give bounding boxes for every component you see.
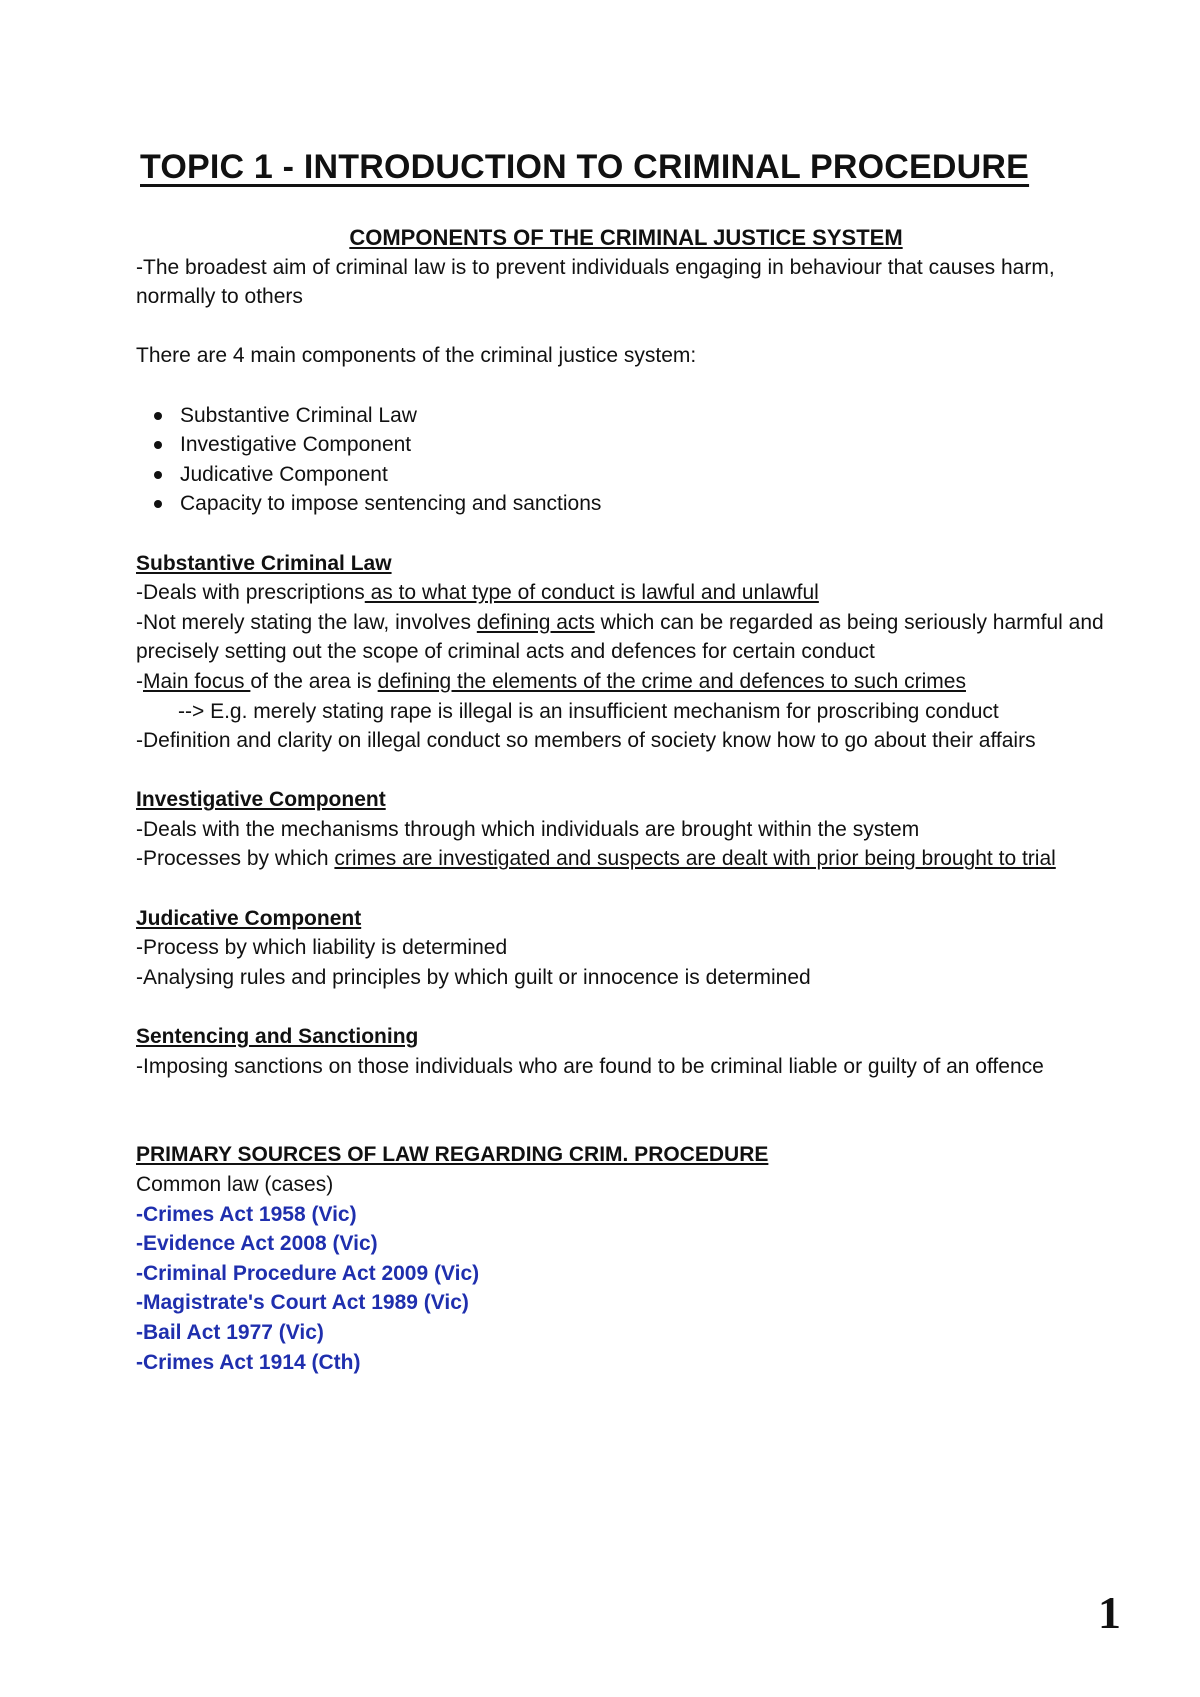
sentencing-heading: Sentencing and Sanctioning (136, 1025, 419, 1049)
investigative-heading: Investigative Component (136, 788, 386, 812)
sources-act-item: -Criminal Procedure Act 2009 (Vic) (136, 1261, 480, 1285)
sources-act-item: -Evidence Act 2008 (Vic) (136, 1232, 378, 1256)
page-number: 1 (1098, 1587, 1121, 1638)
substantive-line-1: -Deals with prescriptions as to what type of conduct is lawful and unlawful (136, 581, 819, 605)
sources-act-item: -Crimes Act 1914 (Cth) (136, 1350, 361, 1374)
document-body (136, 223, 1116, 1377)
substantive-line-3: -Main focus of the area is defining the elements of the crime and defences to such crimes (136, 669, 966, 693)
components-heading: COMPONENTS OF THE CRIMINAL JUSTICE SYSTEM (349, 225, 903, 250)
sources-act-item: -Magistrate's Court Act 1989 (Vic) (136, 1291, 469, 1315)
judicative-line-2: -Analysing rules and principles by which guilt or innocence is determined (136, 965, 811, 989)
sources-act-item: -Bail Act 1977 (Vic) (136, 1320, 324, 1344)
investigative-line-1: -Deals with the mechanisms through which individuals are brought within the system (136, 817, 920, 841)
substantive-line-4: --> E.g. merely stating rape is illegal is an insufficient mechanism for proscribing conduct (178, 699, 999, 723)
sources-common-law: Common law (cases) (136, 1173, 334, 1196)
list-item: Capacity to impose sentencing and sanctions (180, 489, 1116, 519)
sentencing-line-1: -Imposing sanctions on those individuals who are found to be criminal liable or guilty of an offence (136, 1054, 1044, 1078)
components-intro: -The broadest aim of criminal law is to prevent individuals engaging in behaviour that causes harm, normally to others (136, 255, 1055, 309)
list-item: Judicative Component (180, 460, 1116, 490)
components-list-lead: There are 4 main components of the criminal justice system: (136, 344, 697, 368)
substantive-heading: Substantive Criminal Law (136, 551, 392, 575)
judicative-heading: Judicative Component (136, 906, 362, 930)
sources-heading: PRIMARY SOURCES OF LAW REGARDING CRIM. PROCEDURE (136, 1143, 769, 1167)
list-item: Investigative Component (180, 430, 1116, 460)
judicative-line-1: -Process by which liability is determined (136, 936, 508, 960)
list-item: Substantive Criminal Law (180, 401, 1116, 431)
substantive-line-2: -Not merely stating the law, involves defining acts which can be regarded as being seriously harmful and precisely setting out the scope of criminal acts and defences for certain conduct (136, 610, 1104, 664)
investigative-line-2: -Processes by which crimes are investigated and suspects are dealt with prior being brought to trial (136, 847, 1056, 871)
components-list (136, 401, 1116, 519)
substantive-line-5: -Definition and clarity on illegal conduct so members of society know how to go about their affairs (136, 729, 1036, 753)
sources-act-item: -Crimes Act 1958 (Vic) (136, 1202, 357, 1226)
page-title: TOPIC 1 - INTRODUCTION TO CRIMINAL PROCEDURE (140, 148, 1030, 186)
